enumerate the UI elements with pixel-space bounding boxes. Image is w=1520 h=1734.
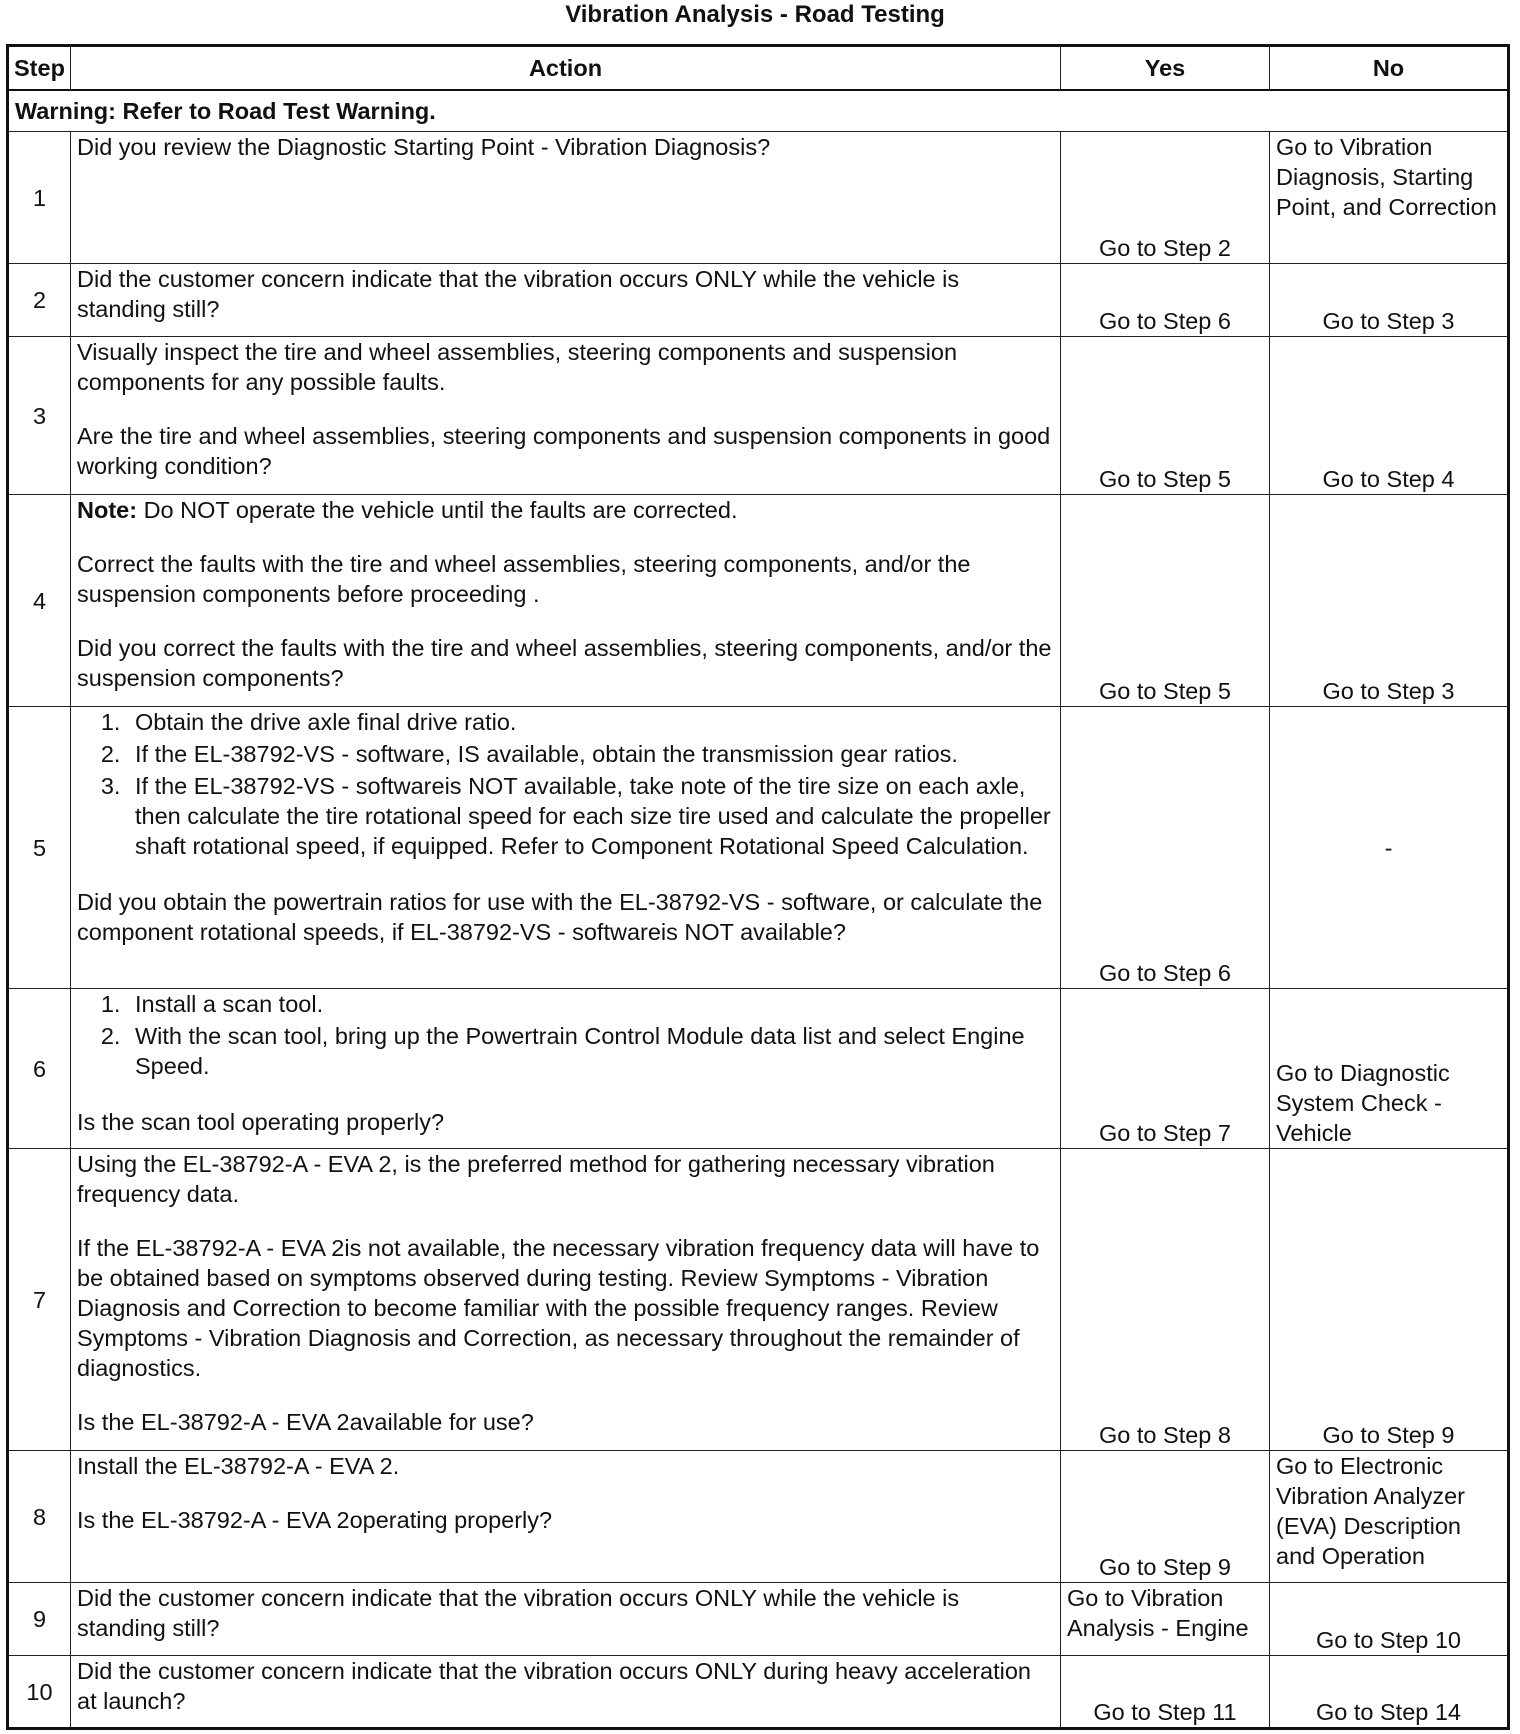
action-instruction: Correct the faults with the tire and wheel assemblies, steering components, and/or the suspension components before proceeding . xyxy=(77,551,971,607)
action-cell xyxy=(71,1583,1061,1656)
action-cell xyxy=(71,337,1061,495)
table-row xyxy=(8,1583,1509,1656)
no-cell: Go to Step 3 xyxy=(1270,264,1509,337)
no-cell: Go to Step 3 xyxy=(1270,495,1509,707)
action-question: Did the customer concern indicate that the vibration occurs ONLY during heavy acceleration at launch? xyxy=(77,1658,1031,1714)
no-cell: Go to Step 9 xyxy=(1270,1149,1509,1451)
step-number: 2 xyxy=(8,264,71,337)
action-question: Is the EL-38792-A - EVA 2available for use? xyxy=(77,1409,534,1435)
step-number: 6 xyxy=(8,989,71,1149)
action-cell xyxy=(71,707,1061,989)
page-title: Vibration Analysis - Road Testing xyxy=(565,1,945,28)
table-row xyxy=(8,989,1509,1149)
step-number: 8 xyxy=(8,1451,71,1583)
yes-cell: Go to Vibration Analysis - Engine xyxy=(1061,1583,1270,1656)
header-step: Step xyxy=(8,46,71,91)
action-question: Is the scan tool operating properly? xyxy=(77,1109,445,1135)
step-number: 7 xyxy=(8,1149,71,1451)
table-row xyxy=(8,495,1509,707)
diagnostic-table xyxy=(6,44,1510,1730)
road-test-warning: Warning: Refer to Road Test Warning. xyxy=(8,90,1509,132)
step-number: 4 xyxy=(8,495,71,707)
action-cell xyxy=(71,1451,1061,1583)
action-question: Is the EL-38792-A - EVA 2operating properly? xyxy=(77,1507,553,1533)
list-item: 2. If the EL-38792-VS - software, IS available, obtain the transmission gear ratios. xyxy=(127,739,1054,769)
action-instruction: Using the EL-38792-A - EVA 2, is the preferred method for gathering necessary vibration frequency data. xyxy=(77,1151,995,1207)
action-instruction: If the EL-38792-A - EVA 2is not available, the necessary vibration frequency data will have to be obtained based on symptoms observed during testing. Review Symptoms - Vibration Diagnosis and Correction to become familiar with the possible frequency ranges. Review Symptoms - Vibration Diagnosis and Correction, as necessary throughout the remainder of diagnostics. xyxy=(77,1235,1040,1381)
action-cell xyxy=(71,264,1061,337)
table-row xyxy=(8,1656,1509,1729)
step-number: 3 xyxy=(8,337,71,495)
procedure-list xyxy=(77,989,1054,1081)
action-instruction: Install the EL-38792-A - EVA 2. xyxy=(77,1453,400,1479)
note-label: Note: xyxy=(77,497,138,523)
yes-cell: Go to Step 6 xyxy=(1061,264,1270,337)
yes-cell: Go to Step 5 xyxy=(1061,495,1270,707)
action-question: Did you correct the faults with the tire and wheel assemblies, steering components, and/or the suspension components? xyxy=(77,635,1052,691)
action-question: Are the tire and wheel assemblies, steering components and suspension components in good working condition? xyxy=(77,423,1051,479)
action-cell xyxy=(71,132,1061,264)
action-cell xyxy=(71,989,1061,1149)
list-item: 3. If the EL-38792-VS - softwareis NOT available, take note of the tire size on each axle, then calculate the tire rotational speed for each size tire used and calculate the propeller shaft rotational speed, if equipped. Refer to Component Rotational Speed Calculation. xyxy=(127,771,1054,861)
no-cell: Go to Step 10 xyxy=(1270,1583,1509,1656)
procedure-list xyxy=(77,707,1054,861)
yes-cell: Go to Step 11 xyxy=(1061,1656,1270,1729)
step-number: 10 xyxy=(8,1656,71,1729)
yes-cell: Go to Step 9 xyxy=(1061,1451,1270,1583)
yes-cell: Go to Step 5 xyxy=(1061,337,1270,495)
no-cell: Go to Electronic Vibration Analyzer (EVA) Description and Operation xyxy=(1270,1451,1509,1583)
yes-cell: Go to Step 8 xyxy=(1061,1149,1270,1451)
yes-cell: Go to Step 6 xyxy=(1061,707,1270,989)
table-row xyxy=(8,707,1509,989)
list-item: 1. Install a scan tool. xyxy=(127,989,1054,1019)
note-text: Do NOT operate the vehicle until the faults are corrected. xyxy=(137,497,738,523)
header-action: Action xyxy=(71,46,1061,91)
header-no: No xyxy=(1270,46,1509,91)
step-number: 1 xyxy=(8,132,71,264)
action-question: Did the customer concern indicate that the vibration occurs ONLY while the vehicle is standing still? xyxy=(77,266,960,322)
action-instruction: Visually inspect the tire and wheel assemblies, steering components and suspension components for any possible faults. xyxy=(77,339,958,395)
no-cell: Go to Step 4 xyxy=(1270,337,1509,495)
table-row xyxy=(8,264,1509,337)
table-row xyxy=(8,1451,1509,1583)
no-cell: Go to Vibration Diagnosis, Starting Point, and Correction xyxy=(1270,132,1509,264)
action-cell xyxy=(71,1149,1061,1451)
action-cell xyxy=(71,1656,1061,1729)
table-row xyxy=(8,337,1509,495)
action-note xyxy=(77,495,1054,525)
no-cell: Go to Step 14 xyxy=(1270,1656,1509,1729)
action-question: Did you obtain the powertrain ratios for use with the EL-38792-VS - software, or calculate the component rotational speeds, if EL-38792-VS - softwareis NOT available? xyxy=(77,889,1043,945)
action-cell xyxy=(71,495,1061,707)
table-row xyxy=(8,132,1509,264)
list-item: 1. Obtain the drive axle final drive ratio. xyxy=(127,707,1054,737)
action-question: Did the customer concern indicate that the vibration occurs ONLY while the vehicle is standing still? xyxy=(77,1585,960,1641)
yes-cell: Go to Step 7 xyxy=(1061,989,1270,1149)
yes-cell: Go to Step 2 xyxy=(1061,132,1270,264)
step-number: 5 xyxy=(8,707,71,989)
list-item: 2. With the scan tool, bring up the Powertrain Control Module data list and select Engine Speed. xyxy=(127,1021,1054,1081)
no-cell: - xyxy=(1270,707,1509,989)
step-number: 9 xyxy=(8,1583,71,1656)
no-cell: Go to Diagnostic System Check - Vehicle xyxy=(1270,989,1509,1149)
header-yes: Yes xyxy=(1061,46,1270,91)
warning-row xyxy=(8,90,1509,132)
table-header-row xyxy=(8,46,1509,91)
action-question: Did you review the Diagnostic Starting Point - Vibration Diagnosis? xyxy=(77,134,771,160)
table-row xyxy=(8,1149,1509,1451)
